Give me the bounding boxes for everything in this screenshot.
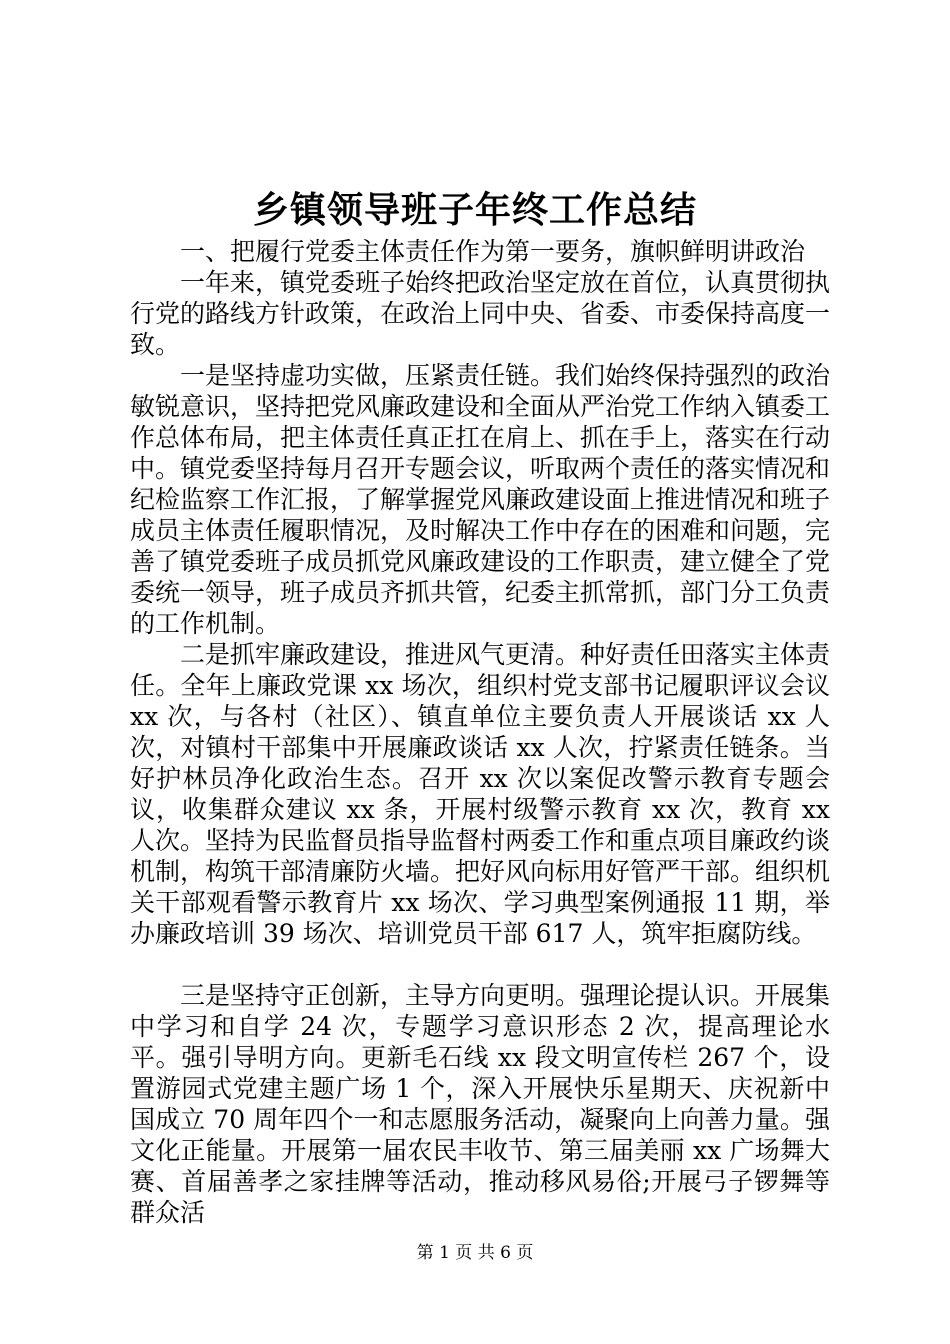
- paragraph-intro: 一年来，镇党委班子始终把政治坚定放在首位，认真贯彻执行党的路线方针政策，在政治上同中央、省委、市委保持高度一致。: [130, 268, 831, 359]
- paragraph-second-point: 二是抓牢廉政建设，推进风气更清。种好责任田落实主体责任。全年上廉政党课 xx 场次，组织村党支部书记履职评议会议 xx 次，与各村（社区）、镇直单位主要负责人开展谈话 xx 人次，对镇村干部集中开展廉政谈话 xx 人次，拧紧责任链条。当好护林员净化政治生态。召开 xx 次以案促改警示教育专题会议，收集群众建议 xx 条，开展村级警示教育 xx 次，教育 xx 人次。坚持为民监督员指导监督村两委工作和重点项目廉政约谈机制，构筑干部清廉防火墙。把好风向标用好管严干部。组织机关干部观看警示教育片 xx 场次、学习典型案例通报 11 期，举办廉政培训 39 场次、培训党员干部 617 人，筑牢拒腐防线。: [130, 640, 831, 948]
- document-title: 乡镇领导班子年终工作总结: [252, 189, 697, 231]
- section-heading: 一、把履行党委主体责任作为第一要务，旗帜鲜明讲政治: [180, 237, 806, 266]
- paragraph-third-point: 三是坚持守正创新，主导方向更明。强理论提认识。开展集中学习和自学 24 次，专题学习意识形态 2 次，提高理论水平。强引导明方向。更新毛石线 xx 段文明宣传栏 267 个，设置游园式党建主题广场 1 个，深入开展快乐星期天、庆祝新中国成立 70 周年四个一和志愿服务活动，凝聚向上向善力量。强文化正能量。开展第一届农民丰收节、第三届美丽 xx 广场舞大赛、首届善孝之家挂牌等活动，推动移风易俗;开展弓子锣舞等群众活: [130, 981, 831, 1227]
- page-number-footer: 第 1 页 共 6 页: [416, 1243, 534, 1263]
- paragraph-first-point: 一是坚持虚功实做，压紧责任链。我们始终保持强烈的政治敏锐意识，坚持把党风廉政建设和全面从严治党工作纳入镇委工作总体布局，把主体责任真正扛在肩上、抓在手上，落实在行动中。镇党委坚持每月召开专题会议，听取两个责任的落实情况和纪检监察工作汇报，了解掌握党风廉政建设面上推进情况和班子成员主体责任履职情况，及时解决工作中存在的困难和问题，完善了镇党委班子成员抓党风廉政建设的工作职责，建立健全了党委统一领导，班子成员齐抓共管，纪委主抓常抓，部门分工负责的工作机制。: [130, 361, 831, 638]
- document-body: [130, 236, 830, 1228]
